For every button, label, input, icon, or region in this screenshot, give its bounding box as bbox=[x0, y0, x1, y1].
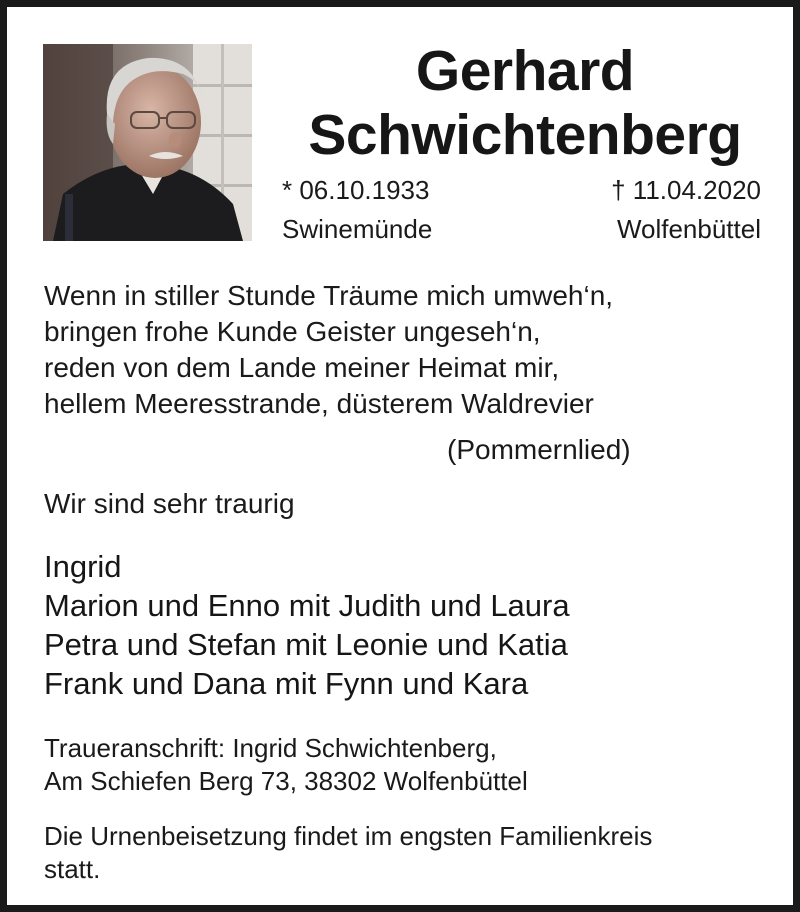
deceased-first-name: Gerhard bbox=[415, 39, 635, 103]
poem-line: bringen frohe Kunde Geister ungeseh‘n, bbox=[44, 316, 541, 347]
mourning-address bbox=[44, 732, 764, 798]
portrait-image bbox=[43, 44, 252, 241]
birth-date: * 06.10.1933 bbox=[282, 175, 430, 205]
address-line: Am Schiefen Berg 73, 38302 Wolfenbüttel bbox=[44, 766, 528, 796]
death-place: Wolfenbüttel bbox=[616, 214, 761, 244]
family-member: Marion und Enno mit Judith und Laura bbox=[44, 588, 570, 623]
family-member: Ingrid bbox=[44, 549, 122, 584]
poem-line: reden von dem Lande meiner Heimat mir, bbox=[44, 352, 560, 383]
portrait-photo bbox=[43, 44, 252, 241]
death-date: † 11.04.2020 bbox=[611, 175, 761, 205]
poem-line: hellem Meeresstrande, düsterem Waldrevier bbox=[44, 388, 594, 419]
burial-note bbox=[44, 820, 764, 886]
poem-line: Wenn in stiller Stunde Träume mich umweh‘n, bbox=[44, 280, 614, 311]
family-member: Frank und Dana mit Fynn und Kara bbox=[44, 666, 529, 701]
burial-line: Die Urnenbeisetzung findet im engsten Familienkreis bbox=[44, 821, 653, 851]
family-member: Petra und Stefan mit Leonie und Katia bbox=[44, 627, 568, 662]
poem bbox=[44, 278, 764, 422]
deceased-last-name: Schwichtenberg bbox=[308, 103, 742, 167]
family-list bbox=[44, 547, 764, 703]
address-line: Traueranschrift: Ingrid Schwichtenberg, bbox=[44, 733, 497, 763]
mourning-statement: Wir sind sehr traurig bbox=[44, 488, 295, 519]
poem-source: (Pommernlied) bbox=[447, 434, 631, 465]
burial-line: statt. bbox=[44, 854, 101, 884]
birth-place: Swinemünde bbox=[282, 214, 433, 244]
